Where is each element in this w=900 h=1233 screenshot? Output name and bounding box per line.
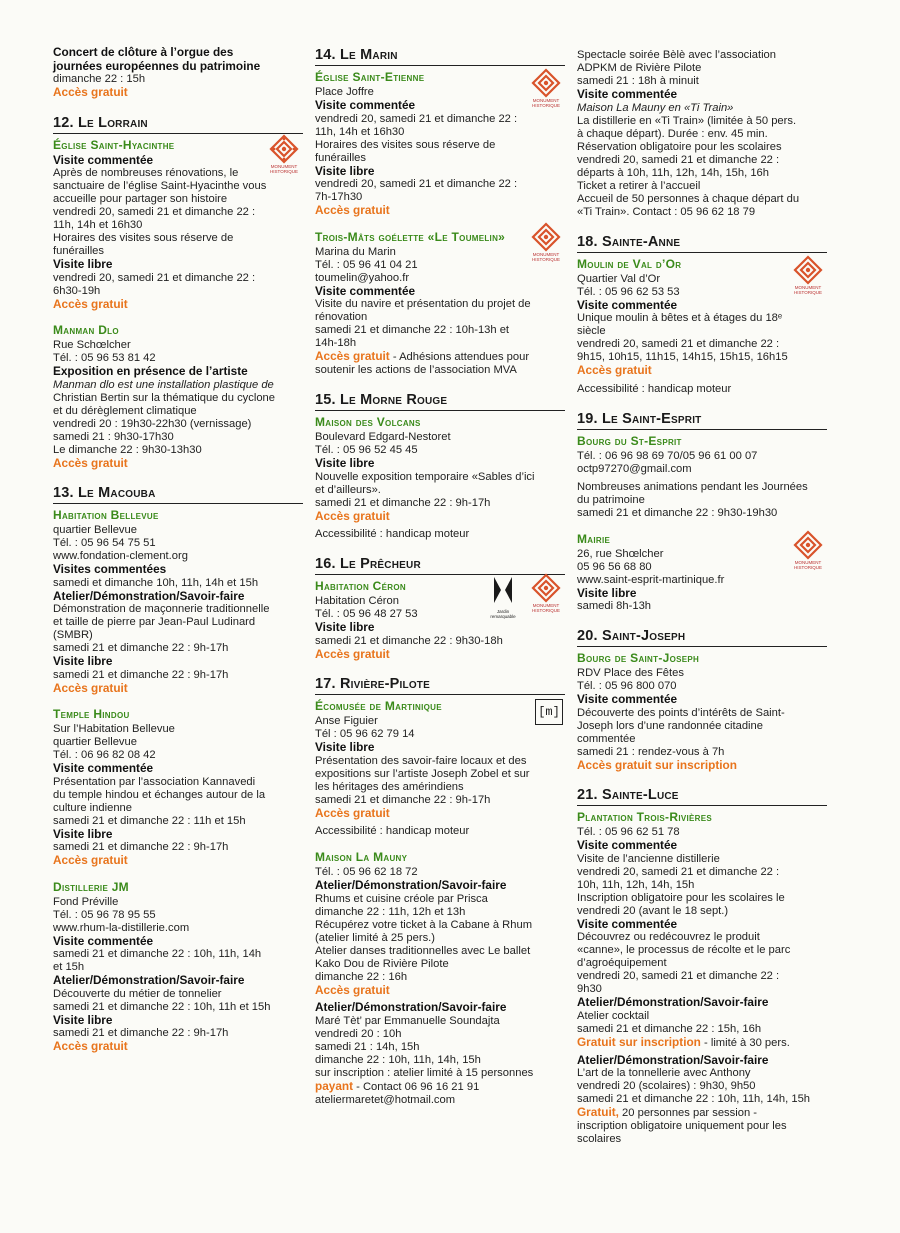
detail-line: dimanche 22 : 15h <box>53 73 146 85</box>
closing-concert <box>53 46 303 100</box>
detail-line: Nombreuses animations pendant les Journées <box>577 480 808 493</box>
place-title: Moulin de Val d’Or <box>577 256 682 271</box>
detail-heading: Visite libre <box>315 620 375 634</box>
detail-line: Marina du Marin <box>315 245 396 258</box>
section-title: 16. Le Prêcheur <box>315 557 565 575</box>
detail-heading: Visite libre <box>53 1012 113 1027</box>
detail-line: sur inscription : atelier limité à 15 personnes <box>315 1066 534 1079</box>
access-note: Accès gratuit <box>53 85 128 99</box>
detail-line: dimanche 22 : 16h <box>315 970 408 983</box>
detail-line: les héritages des amérindiens <box>315 780 464 793</box>
place-title: Mairie <box>577 531 611 546</box>
detail-line: quartier Bellevue <box>53 524 137 536</box>
detail-line: Rue Schœlcher <box>53 339 131 351</box>
detail-line: Tél. : 05 96 52 45 45 <box>315 444 418 456</box>
place-details <box>53 524 303 695</box>
detail-heading: Visite commentée <box>577 692 678 706</box>
detail-line: www.rhum-la-distillerie.com <box>53 921 190 934</box>
detail-line: samedi 21 : rendez-vous à 7h <box>577 745 725 758</box>
detail-line: vendredi 20, samedi 21 et dimanche 22 : <box>315 112 518 125</box>
detail-line: Découverte du métier de tonnelier <box>53 987 222 1000</box>
section-20 <box>577 629 827 772</box>
detail-line: funérailles <box>53 245 104 257</box>
section-title: 20. Saint-Joseph <box>577 629 827 647</box>
detail-line: Joseph lors d’une randonnée citadine <box>577 719 763 732</box>
detail-line: scolaires <box>577 1133 622 1145</box>
place-details <box>53 339 303 470</box>
place-title: Maison La Mauny <box>315 850 408 864</box>
detail-line: Manman dlo est une installation plastique de <box>53 378 274 391</box>
section-title: 17. Rivière-Pilote <box>315 677 565 695</box>
detail-line: vendredi 20 (avant le 18 sept.) <box>577 904 729 917</box>
monument-historique-icon: MONUMENT HISTORIQUE <box>789 255 827 295</box>
place-title: Manman Dlo <box>53 323 119 337</box>
detail-line: 7h-17h30 <box>315 191 363 203</box>
detail-line: Fond Préville <box>53 895 119 908</box>
detail-line: samedi 21 et dimanche 22 : 10h, 11h, 14h <box>53 948 262 960</box>
detail-line: du temple hindou et échanges autour de la <box>53 788 266 801</box>
detail-line: «canne», le processus de récolte et le parc <box>577 944 791 956</box>
detail-line: La distillerie en «Ti Train» (limitée à 50 pers. <box>577 114 797 127</box>
detail-line: accueille pour partager son histoire <box>53 193 228 205</box>
monument-historique-icon: MONUMENT HISTORIQUE <box>265 134 303 174</box>
detail-line: Tél. : 05 96 53 81 42 <box>53 352 156 364</box>
detail-line: samedi 21 et dimanche 22 : 9h30-19h30 <box>577 506 778 519</box>
detail-line: www.fondation-clement.org <box>53 550 188 562</box>
detail-heading: Atelier/Démonstration/Savoir-faire <box>577 1052 769 1067</box>
detail-heading: Visite libre <box>53 257 113 271</box>
detail-line: dimanche 22 : 10h, 11h, 14h, 15h <box>315 1053 481 1066</box>
detail-line: dimanche 22 : 11h, 12h et 13h <box>315 905 466 918</box>
detail-heading: Concert de clôture à l’orgue des <box>53 45 234 59</box>
detail-line: 11h, 14h et 16h30 <box>315 125 405 138</box>
detail-line: culture indienne <box>53 801 132 814</box>
detail-line: Kako Dou de Rivière Pilote <box>315 957 449 970</box>
place-details <box>577 667 827 772</box>
detail-line: Après de nombreuses rénovations, le <box>53 167 239 179</box>
detail-line: vendredi 20, samedi 21 et dimanche 22 : <box>315 178 518 190</box>
detail-line: samedi 21 et dimanche 22 : 9h30-18h <box>315 634 503 647</box>
detail-heading: Exposition en présence de l’artiste <box>53 364 248 378</box>
section-21: 21. Sainte-Luce Plantation Trois-Rivières Tél. : 05 96 62 51 78 Visite commentée Visite de l’ancienne distillerie vendredi 20, samedi 21 et dimanche 22 : 10h, 11h, 12h, 14h, 15h Inscription obligatoire pour les scolaires le vendredi 20 (avant le 18 sept.) Visite commentée Découvrez ou redécouvrez le produit «canne», le processus de récolte et le parc d’agroéquipement vendredi 20, samedi 21 et dimanche 22 : 9h30 Atelier/Démonstration/Savoir-faire Atelier cocktail samedi 21 et dimanche 22 : 15h, 16h Gratuit sur inscription - limité à 30 pers. Atelier/Démonstration/Savoir-faire L’art de la tonnellerie avec Anthony vendredi 20 (scolaires) : 9h30, 9h50 samedi 21 et dimanche 22 : 10h, 11h, 14h, 15h Gratuit, 20 personnes par session - inscription obligatoire uniquement pour les scolaires <box>577 788 827 1146</box>
detail-line: Visite de l’ancienne distillerie <box>577 852 720 865</box>
detail-line: Inscription obligatoire pour les scolaires le <box>577 891 785 904</box>
detail-line: samedi 21 et dimanche 22 : 10h, 11h et 15h <box>53 1000 271 1013</box>
detail-line: L’art de la tonnellerie avec Anthony <box>577 1067 751 1079</box>
section-17-continued <box>577 49 827 219</box>
detail-line: Tél : 05 96 62 79 14 <box>315 728 415 740</box>
detail-heading: Visite libre <box>53 826 113 841</box>
detail-line: Accueil de 50 personnes à chaque départ du <box>577 192 800 205</box>
detail-heading: Visite commentée <box>577 297 678 312</box>
section-title: 21. Sainte-Luce <box>577 788 827 806</box>
section-title: 14. Le Marin <box>315 48 565 66</box>
detail-heading: Visite commentée <box>315 283 416 298</box>
accessibility: Accessibilité : handicap moteur <box>577 382 732 395</box>
detail-line: expositions sur l’artiste Joseph Zobel et sur <box>315 767 530 780</box>
detail-line: du patrimoine <box>577 493 645 506</box>
detail-line: Atelier cocktail <box>577 1009 650 1022</box>
column-3 <box>577 49 827 1162</box>
detail-line: vendredi 20 : 10h <box>315 1027 402 1040</box>
monument-historique-icon: MONUMENT HISTORIQUE <box>527 68 565 108</box>
detail-line: samedi 21 et dimanche 22 : 11h et 15h <box>53 814 246 827</box>
detail-line: Tél. : 05 96 54 75 51 <box>53 537 156 549</box>
place-details <box>315 866 565 997</box>
detail-line: 9h30 <box>577 983 602 995</box>
section-14: 14. Le Marin Église Saint-Etienne MONUMENT HISTORIQUE Place Joffre Visite commentée vendredi 20, samedi 21 et dimanche 22 : 11h, 14h et 16h30 Horaires des visites sous réserve de funérailles Visite libre vendredi 20, samedi 21 et dimanche 22 : 7h-17h30 Accès gratuit Trois-Mâts goélette «Le Toumelin» MONUMENT HISTORIQUE Marina du Marin Tél. : 05 96 41 04 21 toumelin@yahoo.fr Visite commentée Visite du navire et présentation du projet de rénovation samedi 21 et dimanche 22 : 10h-13h et 14h-18h Accès gratuit - Adhésions attendues pour soutenir les actions de l’association MVA <box>315 48 565 377</box>
detail-line: Habitation Céron <box>315 595 399 607</box>
section-title: 18. Sainte-Anne <box>577 235 827 253</box>
place-details <box>577 481 827 520</box>
access-note: Accès gratuit sur inscription <box>577 757 737 772</box>
access-note: Accès gratuit <box>53 455 128 470</box>
detail-line: samedi 21 et dimanche 22 : 9h-17h <box>53 841 229 853</box>
detail-line: Unique moulin à bêtes et à étages du 18ᵉ <box>577 312 783 324</box>
place-title: Temple Hindou <box>53 707 130 721</box>
detail-line: samedi 21 : 14h, 15h <box>315 1040 420 1053</box>
detail-line: Tél. : 06 96 98 69 70/05 96 61 00 07 <box>577 449 758 462</box>
detail-line: Quartier Val d’Or <box>577 272 661 285</box>
detail-line: 26, rue Shœlcher <box>577 547 664 560</box>
jardin-remarquable-icon: Jardin remarquable <box>487 575 519 619</box>
detail-line: samedi 8h-13h <box>577 600 652 612</box>
access-note: Accès gratuit <box>577 363 652 377</box>
section-15 <box>315 393 565 541</box>
detail-line: 11h, 14h et 16h30 <box>53 219 143 231</box>
place-title: Bourg du St-Esprit <box>577 433 682 448</box>
detail-heading: Visite libre <box>315 456 375 470</box>
detail-line: Présentation des savoir-faire locaux et des <box>315 754 527 767</box>
detail-line: samedi 21 et dimanche 22 : 15h, 16h <box>577 1022 762 1035</box>
detail-line: Découvrez ou redécouvrez le produit <box>577 931 760 943</box>
detail-line: toumelin@yahoo.fr <box>315 271 410 284</box>
detail-line: sanctuaire de l’église Saint-Hyacinthe vous <box>53 180 267 192</box>
detail-line: Tél. : 05 96 62 51 78 <box>577 826 680 838</box>
ecomusee-icon: [m] <box>535 699 563 725</box>
detail-line: Boulevard Edgard-Nestoret <box>315 431 451 443</box>
detail-line: Sur l’Habitation Bellevue <box>53 723 175 735</box>
email[interactable]: ateliermaretet@hotmail.com <box>315 1093 456 1106</box>
detail-line: vendredi 20, samedi 21 et dimanche 22 : <box>577 338 780 350</box>
detail-line: vendredi 20 : 19h30-22h30 (vernissage) <box>53 417 252 430</box>
section-title: 19. Le Saint-Esprit <box>577 412 827 430</box>
detail-line: Christian Bertin sur la thématique du cyclone <box>53 391 275 404</box>
detail-heading: Visite libre <box>315 740 375 754</box>
detail-line: samedi 21 et dimanche 22 : 9h-17h <box>53 642 229 654</box>
detail-heading: Visite commentée <box>577 916 678 931</box>
place-details <box>53 723 303 868</box>
detail-heading: Visite commentée <box>53 152 154 167</box>
free-access: Gratuit, <box>577 1105 619 1119</box>
section-12 <box>53 116 303 471</box>
place-title: Plantation Trois-Rivières <box>577 810 712 824</box>
detail-line: Récupérez votre ticket à la Cabane à Rhum <box>315 918 533 931</box>
detail-heading: Visite commentée <box>315 98 416 112</box>
detail-line: funérailles <box>315 151 366 164</box>
detail-line: siècle <box>577 325 606 337</box>
detail-line: d’agroéquipement <box>577 957 667 969</box>
detail-line: Place Joffre <box>315 86 374 98</box>
detail-line: «Ti Train». Contact : 05 96 62 18 79 <box>577 205 756 218</box>
detail-line: Tél. : 05 96 62 18 72 <box>315 866 418 878</box>
detail-line: et du dérèglement climatique <box>53 404 197 417</box>
detail-line: samedi et dimanche 10h, 11h, 14h et 15h <box>53 576 259 589</box>
section-16 <box>315 557 565 661</box>
section-19 <box>577 412 827 614</box>
detail-line: samedi 21 et dimanche 22 : 9h-17h <box>53 1027 229 1039</box>
place-title: Écomusée de Martinique <box>315 699 442 713</box>
detail-line: 10h, 11h, 12h, 14h, 15h <box>577 878 695 891</box>
accessibility: Accessibilité : handicap moteur <box>315 528 470 540</box>
place-details <box>315 715 565 820</box>
detail-line: 6h30-19h <box>53 284 101 297</box>
detail-heading: Atelier/Démonstration/Savoir-faire <box>315 1000 507 1014</box>
place-title: Distillerie JM <box>53 879 129 894</box>
detail-line: vendredi 20, samedi 21 et dimanche 22 : <box>577 865 780 878</box>
detail-heading: Visite libre <box>315 163 375 178</box>
detail-heading: journées européennes du patrimoine <box>53 58 261 73</box>
detail-line: commentée <box>577 732 636 745</box>
detail-line: Tél. : 05 96 41 04 21 <box>315 258 418 271</box>
free-on-registration: Gratuit sur inscription <box>577 1034 701 1049</box>
detail-line: Tél. : 05 96 800 070 <box>577 680 677 692</box>
detail-line: samedi 21 et dimanche 22 : 10h-13h et <box>315 324 510 336</box>
place-details <box>577 826 827 1036</box>
detail-line: Démonstration de maçonnerie traditionnelle <box>53 603 270 615</box>
detail-line: (SMBR) <box>53 629 93 641</box>
detail-line: (atelier limité à 25 pers.) <box>315 931 435 944</box>
detail-line: vendredi 20, samedi 21 et dimanche 22 : <box>53 271 256 284</box>
access-note: Accès gratuit <box>53 296 128 311</box>
access-note: Accès gratuit <box>53 853 128 867</box>
detail-line: Tél. : 05 96 62 53 53 <box>577 285 680 298</box>
access-note: Accès gratuit <box>53 1039 128 1053</box>
detail-line: départs à 10h, 11h, 12h, 14h, 15h, 16h <box>577 166 770 179</box>
column-1 <box>53 46 303 1070</box>
access-note: Accès gratuit <box>315 646 390 661</box>
access-note: Accès gratuit <box>53 680 128 695</box>
free-access: Accès gratuit <box>315 349 390 363</box>
accessibility: Accessibilité : handicap moteur <box>315 825 470 837</box>
detail-line: Nouvelle exposition temporaire «Sables d’ici <box>315 470 535 483</box>
section-title: 15. Le Morne Rouge <box>315 393 565 411</box>
detail-line: Atelier danses traditionnelles avec Le ballet <box>315 944 531 957</box>
detail-line: www.saint-esprit-martinique.fr <box>577 573 725 586</box>
paid-access: payant <box>315 1078 354 1093</box>
detail-line: vendredi 20, samedi 21 et dimanche 22 : <box>53 206 256 218</box>
detail-heading: Visite libre <box>577 585 637 600</box>
detail-heading: Visite commentée <box>577 87 678 101</box>
detail-line: et d’ailleurs». <box>315 483 381 496</box>
detail-line: Tél. : 05 96 48 27 53 <box>315 608 418 620</box>
detail-line: Visite du navire et présentation du projet de <box>315 298 531 310</box>
place-title: Église Saint-Hyacinthe <box>53 137 175 152</box>
monument-historique-icon: MONUMENT HISTORIQUE <box>789 530 827 570</box>
place-details <box>577 1054 827 1107</box>
section-18 <box>577 235 827 396</box>
detail-line: samedi 21 et dimanche 22 : 10h, 11h, 14h, 15h <box>577 1093 811 1105</box>
detail-line: vendredi 20, samedi 21 et dimanche 22 : <box>577 970 780 982</box>
detail-heading: Visite commentée <box>53 933 154 948</box>
detail-line: et taille de pierre par Jean-Paul Ludinard <box>53 616 256 628</box>
detail-line: Découverte des points d’intérêts de Saint- <box>577 706 785 719</box>
access-note: Accès gratuit <box>315 508 390 523</box>
detail-heading: Atelier/Démonstration/Savoir-faire <box>53 588 245 603</box>
place-details <box>577 1120 827 1146</box>
place-details <box>53 896 303 1054</box>
place-title: Habitation Céron <box>315 579 406 593</box>
detail-line: Tél. : 05 96 78 95 55 <box>53 908 156 921</box>
place-details <box>315 431 565 523</box>
detail-heading: Visite commentée <box>577 838 678 852</box>
place-title: Trois-Mâts goélette «Le Toumelin» <box>315 229 506 244</box>
detail-line: inscription obligatoire uniquement pour les <box>577 1120 787 1132</box>
detail-heading: Atelier/Démonstration/Savoir-faire <box>315 878 507 892</box>
detail-line: vendredi 20, samedi 21 et dimanche 22 : <box>577 153 780 166</box>
place-title: Maison des Volcans <box>315 415 421 429</box>
detail-line: Le dimanche 22 : 9h30-13h30 <box>53 443 202 456</box>
detail-heading: Visite libre <box>53 654 113 668</box>
detail-line: et 15h <box>53 961 85 973</box>
detail-heading: Atelier/Démonstration/Savoir-faire <box>577 995 769 1009</box>
section-title: 12. Le Lorrain <box>53 116 303 134</box>
detail-line: Tél. : 06 96 82 08 42 <box>53 749 156 761</box>
detail-heading: Visites commentées <box>53 562 167 576</box>
access-note: Accès gratuit <box>315 982 390 997</box>
place-title: Habitation Bellevue <box>53 508 159 522</box>
detail-line: RDV Place des Fêtes <box>577 667 684 679</box>
detail-line: 9h15, 10h15, 11h15, 14h15, 15h15, 16h15 <box>577 351 788 363</box>
detail-line: Ticket a retirer à l’accueil <box>577 179 701 192</box>
place-details <box>53 154 303 312</box>
detail-heading: Atelier/Démonstration/Savoir-faire <box>53 973 245 987</box>
detail-line: rénovation <box>315 311 368 323</box>
detail-line: 14h-18h <box>315 337 357 349</box>
detail-line: Maison La Mauny en «Ti Train» <box>577 101 734 114</box>
detail-line: quartier Bellevue <box>53 736 137 748</box>
detail-line: Présentation par l’association Kannavedi <box>53 775 256 788</box>
detail-line: Maré Tèt’ par Emmanuelle Soundajta <box>315 1014 500 1027</box>
detail-line: Horaires des visites sous réserve de <box>315 138 496 151</box>
place-details <box>315 1001 565 1080</box>
detail-line: Spectacle soirée Bèlè avec l’association <box>577 49 776 61</box>
detail-line: samedi 21 : 18h à minuit <box>577 75 699 87</box>
place-title: Bourg de Saint-Joseph <box>577 651 700 665</box>
monument-historique-icon: MONUMENT HISTORIQUE <box>527 222 565 262</box>
access-note: Accès gratuit <box>315 203 390 217</box>
detail-line: Anse Figuier <box>315 715 378 727</box>
detail-line: ADPKM de Rivière Pilote <box>577 62 702 74</box>
detail-line: Horaires des visites sous réserve de <box>53 232 234 244</box>
place-title: Église Saint-Etienne <box>315 70 425 84</box>
column-2 <box>315 46 565 1123</box>
access-note: Accès gratuit <box>315 805 390 820</box>
section-title: 13. Le Macouba <box>53 486 303 504</box>
detail-line: Rhums et cuisine créole par Prisca <box>315 892 488 905</box>
detail-line: 05 96 56 68 80 <box>577 560 652 573</box>
monument-historique-icon: MONUMENT HISTORIQUE <box>527 573 565 613</box>
detail-line: Réservation obligatoire pour les scolaires <box>577 140 782 153</box>
detail-line: samedi 21 et dimanche 22 : 9h-17h <box>315 793 491 806</box>
section-13 <box>53 486 303 1054</box>
detail-line: samedi 21 et dimanche 22 : 9h-17h <box>315 496 491 509</box>
detail-line: vendredi 20 (scolaires) : 9h30, 9h50 <box>577 1080 756 1092</box>
detail-line: à chaque départ). Durée : env. 45 min. <box>577 127 768 140</box>
detail-line: samedi 21 et dimanche 22 : 9h-17h <box>53 668 229 681</box>
place-details <box>577 450 827 476</box>
detail-heading: Visite commentée <box>53 761 154 775</box>
section-17: 17. Rivière-Pilote Écomusée de Martinique [m] Anse Figuier Tél : 05 96 62 79 14 Visite libre Présentation des savoir-faire locaux et des expositions sur l’artiste Joseph Zobel et sur les héritages des amérindiens samedi 21 et dimanche 22 : 9h-17h Accès gratuit Accessibilité : handicap moteur Maison La Mauny Tél. : 05 96 62 18 72 Atelier/Démonstration/Savoir-faire Rhums et cuisine créole par Prisca dimanche 22 : 11h, 12h et 13h Récupérez votre ticket à la Cabane à Rhum (atelier limité à 25 pers.) Atelier danses traditionnelles avec Le ballet Kako Dou de Rivière Pilote dimanche 22 : 16h Accès gratuit Atelier/Démonstration/Savoir-faire Maré Tèt’ par Emmanuelle Soundajta vendredi 20 : 10h samedi 21 : 14h, 15h dimanche 22 : 10h, 11h, 14h, 15h sur inscription : atelier limité à 15 personnes payant - Contact 06 96 16 21 91 ateliermaretet@hotmail.com <box>315 677 565 1107</box>
detail-line: octp97270@gmail.com <box>577 462 692 475</box>
detail-line: samedi 21 : 9h30-17h30 <box>53 430 174 443</box>
